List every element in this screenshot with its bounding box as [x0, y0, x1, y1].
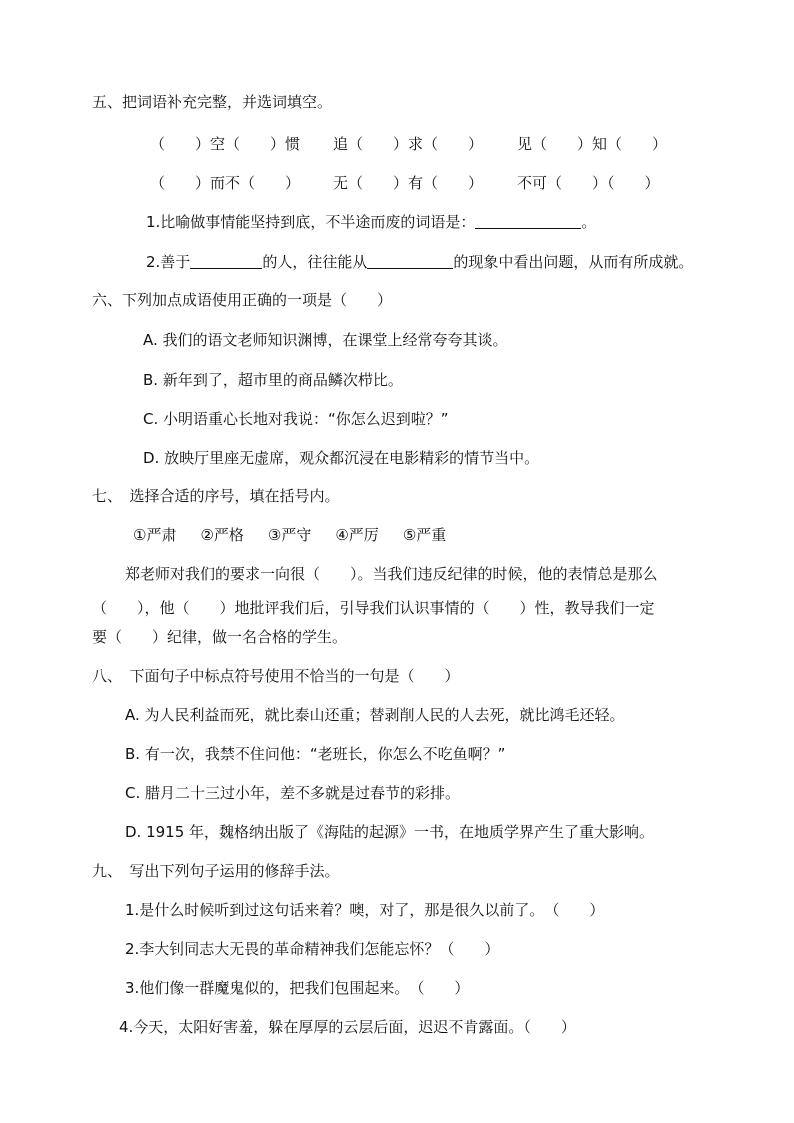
s7-paragraph-line-2: （ ），他（ ）地批评我们后，引导我们认识事情的（ ）性，教导我们一定	[92, 599, 655, 617]
s5-row1-item-3: 见（ ）知（ ）	[517, 135, 668, 153]
s6-option-b: B. 新年到了，超市里的商品鳞次栉比。	[143, 371, 403, 389]
s9-item-3: 3.他们像一群魔鬼似的，把我们包围起来。 （ ）	[125, 979, 470, 997]
s5-q2-blank-2[interactable]	[367, 254, 453, 269]
s5-row2-item-1: （ ）而不（ ）	[150, 174, 301, 192]
s5-question-2	[146, 252, 693, 272]
s5-q2-pre: 2.善于	[146, 253, 191, 271]
s5-row1-item-2: 追（ ）求（ ）	[333, 135, 484, 153]
section-8-heading: 八、 下面句子中标点符号使用不恰当的一句是（ ）	[92, 667, 460, 685]
s5-q1-end: 。	[581, 213, 597, 231]
s5-q2-blank-1[interactable]	[190, 254, 262, 269]
s8-option-b: B. 有一次，我禁不住问他：“老班长，你怎么不吃鱼啊？”	[125, 745, 506, 763]
s5-question-1	[146, 212, 596, 232]
s7-paragraph-line-1: 郑老师对我们的要求一向很（ ）。当我们违反纪律的时候，他的表情总是那么	[125, 565, 658, 583]
s5-row2-item-3: 不可（ ）（ ）	[517, 174, 660, 192]
section-5-heading: 五、把词语补充完整，并选词填空。	[92, 93, 333, 111]
s9-item-4: 4.今天，太阳好害羞，躲在厚厚的云层后面，迟迟不肯露面。（ ）	[119, 1018, 576, 1036]
s7-choices	[133, 525, 470, 545]
section-7-heading: 七、 选择合适的序号，填在括号内。	[92, 487, 340, 505]
s9-item-2: 2.李大钊同志大无畏的革命精神我们怎能忘怀？（ ）	[125, 940, 500, 958]
s8-option-d: D. 1915 年，魏格纳出版了《海陆的起源》一书，在地质学界产生了重大影响。	[125, 823, 655, 841]
s7-choice-4: ④严厉	[335, 526, 379, 544]
s7-choice-1: ①严肃	[133, 526, 177, 544]
s5-q1-text: 1.比喻做事情能坚持到底，不半途而废的词语是：	[146, 213, 476, 231]
s8-option-a: A. 为人民利益而死，就比泰山还重；替剥削人民的人去死，就比鸿毛还轻。	[125, 706, 625, 724]
s5-q1-answer-blank[interactable]	[475, 214, 581, 229]
s6-option-d: D. 放映厅里座无虚席，观众都沉浸在电影精彩的情节当中。	[143, 449, 540, 467]
s6-option-a: A. 我们的语文老师知识渊博，在课堂上经常夸夸其谈。	[143, 331, 508, 349]
s5-row2-item-2: 无（ ）有（ ）	[333, 174, 484, 192]
s5-row1-item-1: （ ）空（ ）惯	[150, 135, 301, 153]
s6-option-c: C. 小明语重心长地对我说：“你怎么迟到啦？”	[143, 410, 449, 428]
section-6-heading: 六、下列加点成语使用正确的一项是（ ）	[92, 291, 393, 309]
section-9-heading: 九、 写出下列句子运用的修辞手法。	[92, 862, 340, 880]
s9-item-1: 1.是什么时候听到过这句话来着？噢，对了，那是很久以前了。 （ ）	[125, 901, 605, 919]
s7-choice-5: ⑤严重	[402, 526, 447, 544]
s7-paragraph-line-3: 要（ ）纪律，做一名合格的学生。	[92, 628, 348, 646]
s7-choice-2: ②严格	[200, 526, 244, 544]
s5-q2-mid: 的人，往往能从	[262, 253, 368, 271]
s5-q2-end: 的现象中看出问题，从而有所成就。	[453, 253, 694, 271]
s7-choice-3: ③严守	[267, 526, 312, 544]
s8-option-c: C. 腊月二十三过小年，差不多就是过春节的彩排。	[125, 784, 461, 802]
